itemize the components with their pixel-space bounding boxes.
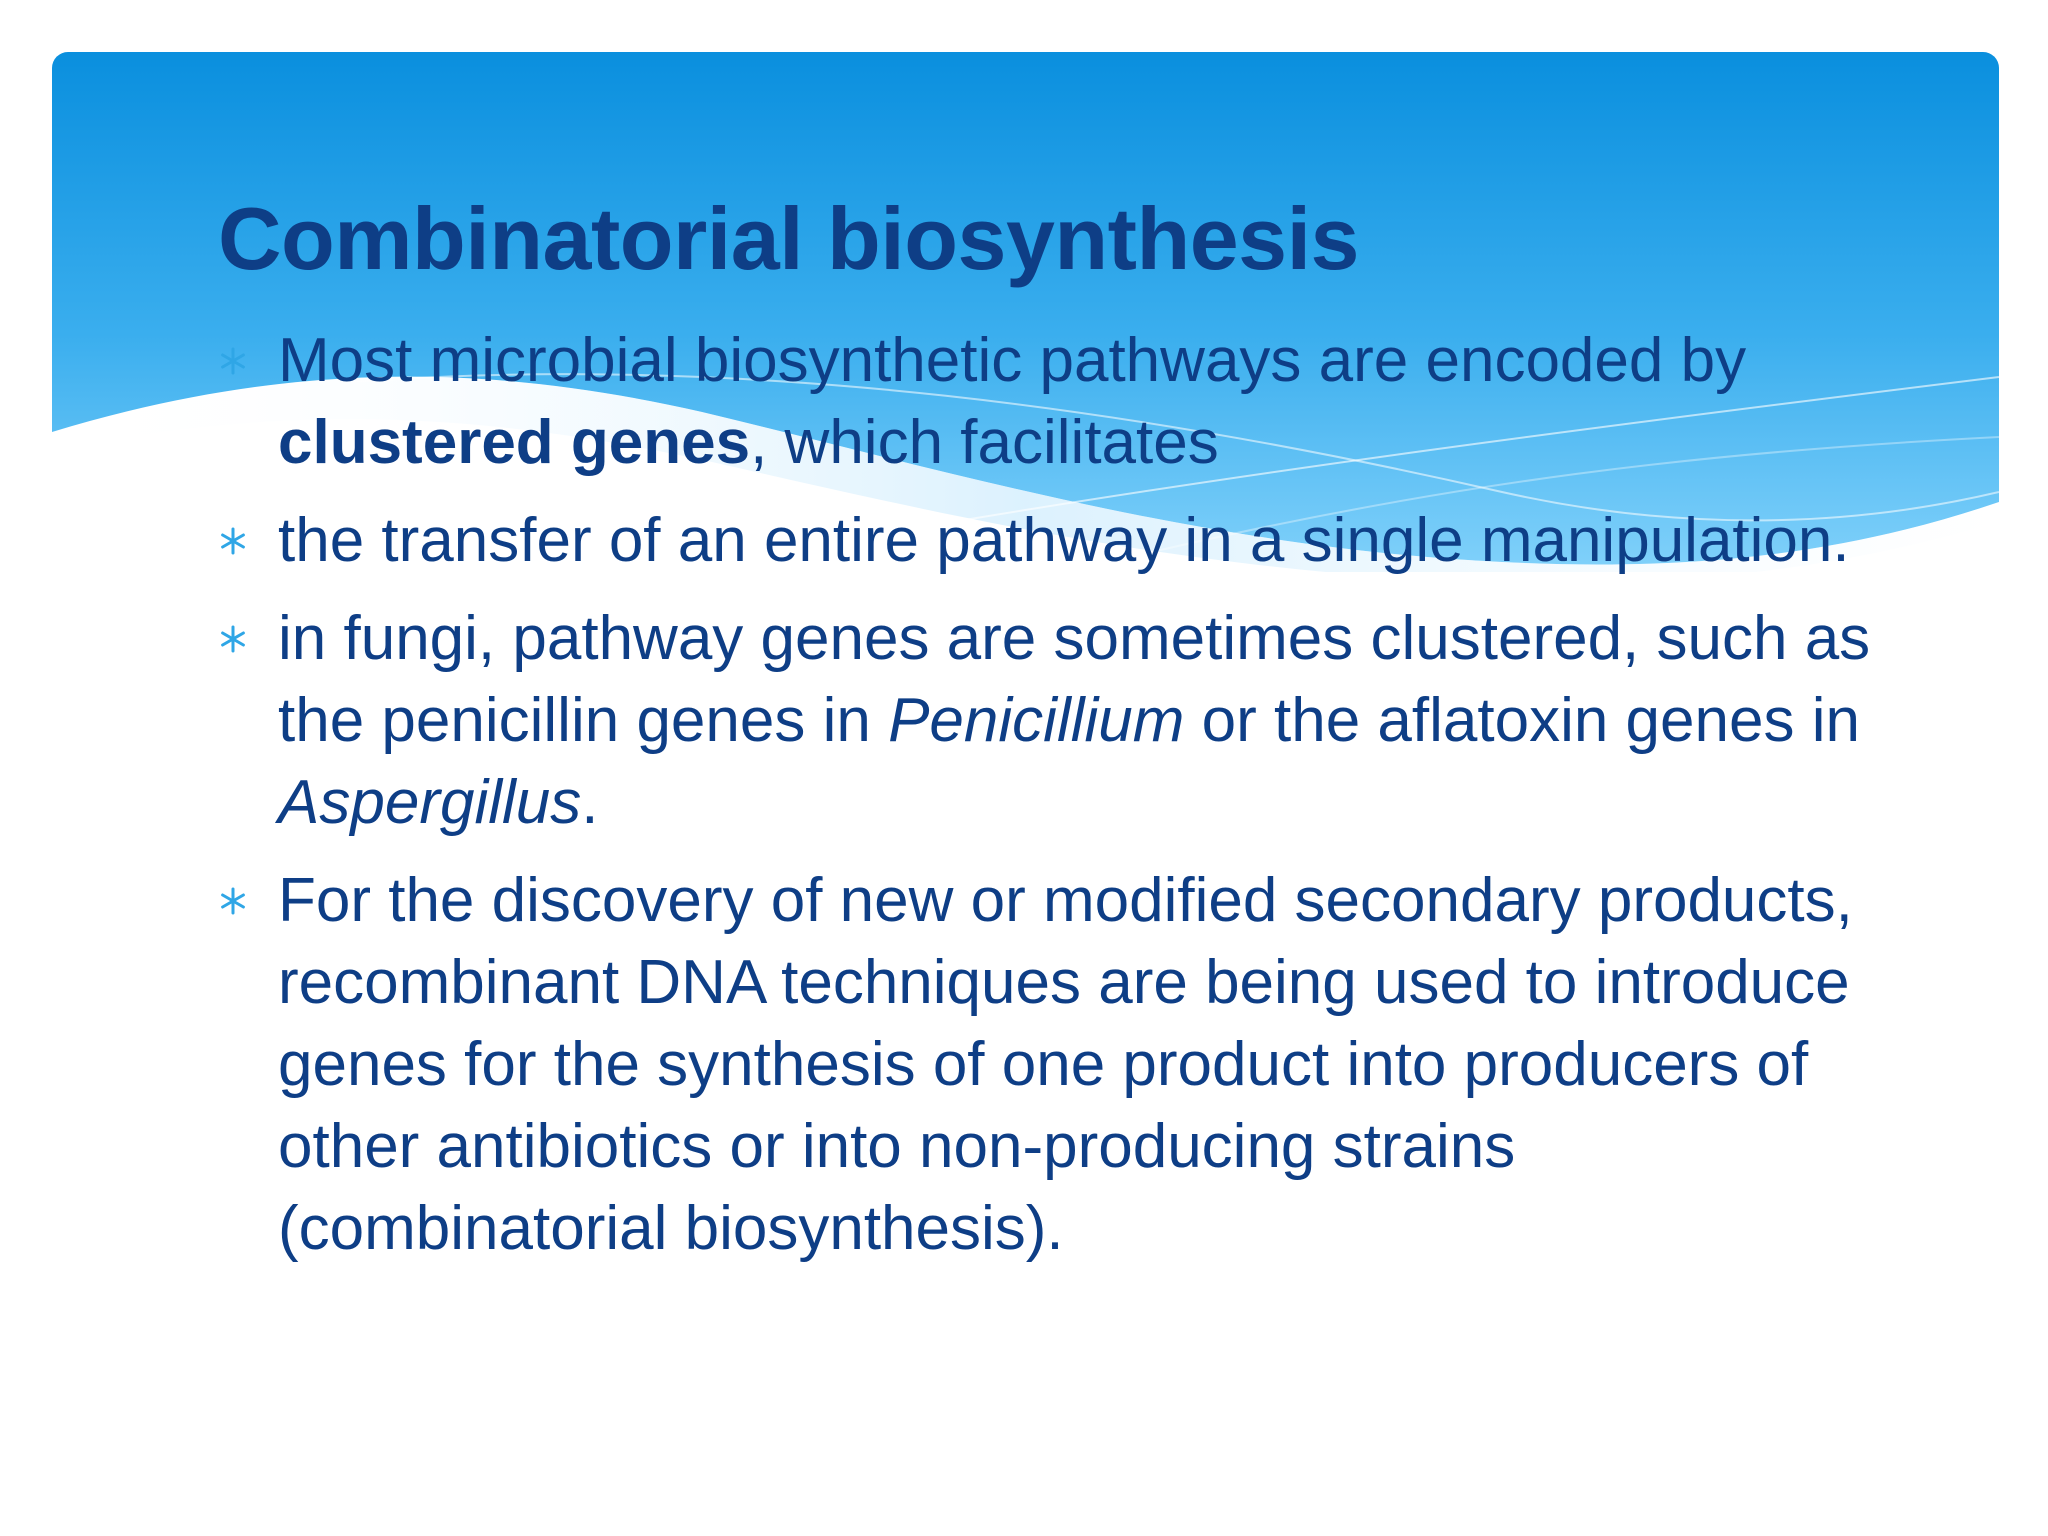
- bullet-text: For the discovery of new or modified secondary products, recombinant DNA techniques are being used to introduce genes for the synthesis of one product into producers of other antibiotics or into non-producing strains (combinatorial biosynthesis).: [278, 866, 1853, 1263]
- bullet-text: in fungi, pathway genes are sometimes clustered, such as the penicillin genes in: [278, 604, 1871, 755]
- bullet-item: [218, 860, 1898, 1270]
- bullet-emphasis-italic: Aspergillus: [278, 768, 582, 837]
- bullet-list: [218, 320, 1898, 1286]
- bullet-text: .: [581, 768, 599, 837]
- asterisk-icon: [218, 886, 248, 916]
- slide-title: Combinatorial biosynthesis: [218, 189, 1359, 288]
- bullet-text: or the aflatoxin genes in: [1184, 686, 1860, 755]
- bullet-emphasis-bold: clustered genes: [278, 408, 751, 477]
- asterisk-icon: [218, 346, 248, 376]
- bullet-text: Most microbial biosynthetic pathways are encoded by: [278, 326, 1747, 395]
- bullet-text: , which facilitates: [750, 408, 1219, 477]
- bullet-item: [218, 500, 1898, 582]
- bullet-item: [218, 598, 1898, 844]
- bullet-item: [218, 320, 1898, 484]
- asterisk-icon: [218, 526, 248, 556]
- asterisk-icon: [218, 624, 248, 654]
- bullet-text: the transfer of an entire pathway in a single manipulation.: [278, 506, 1850, 575]
- bullet-emphasis-italic: Penicillium: [888, 686, 1185, 755]
